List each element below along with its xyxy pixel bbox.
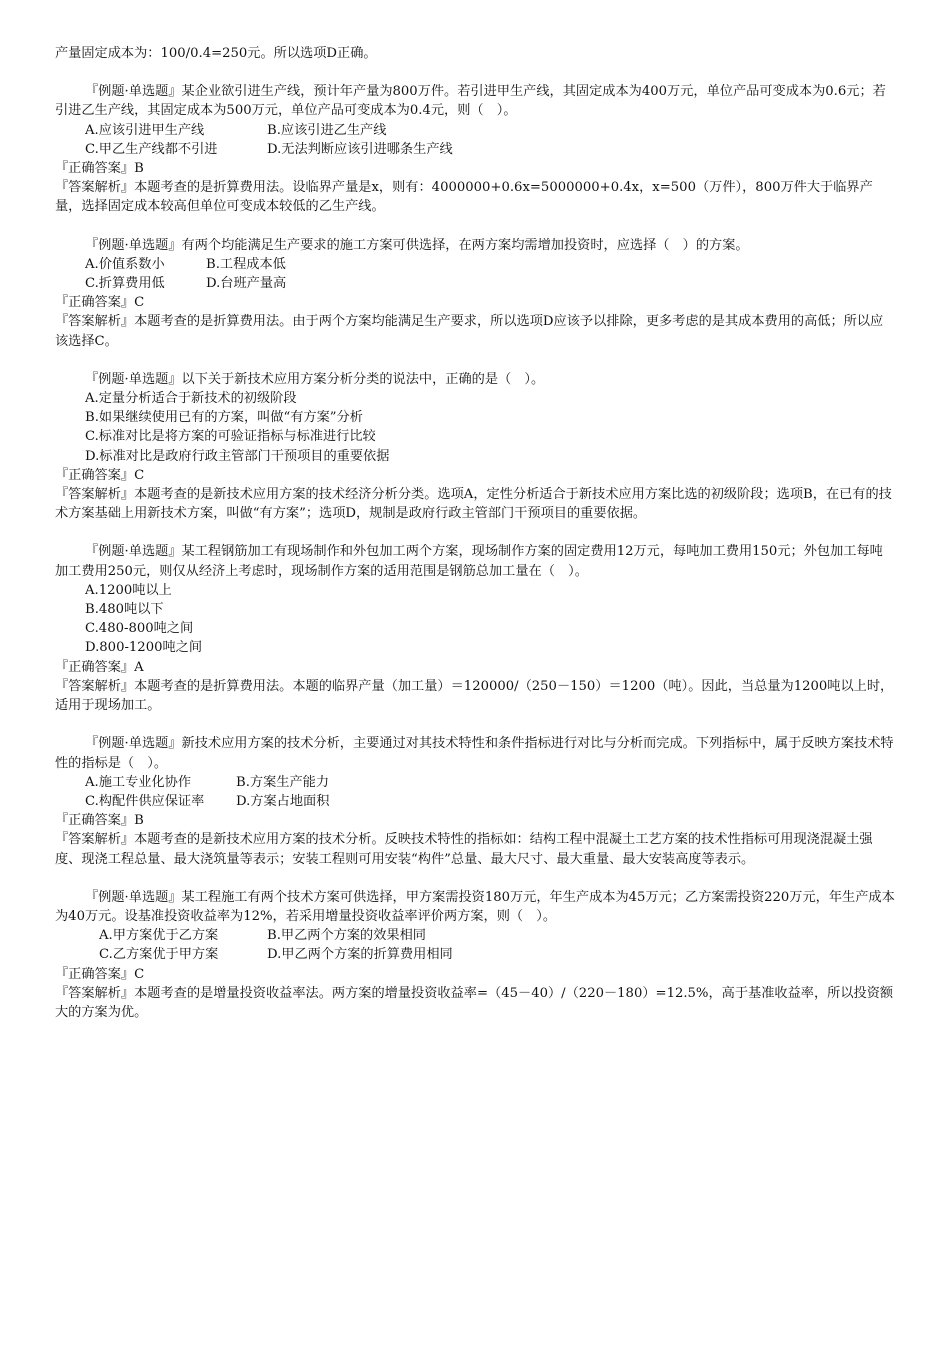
answer-analysis: 『答案解析』本题考查的是新技术应用方案的技术经济分析分类。选项A，定性分析适合于新技术应用方案比选的初级阶段；选项B，在已有的技术方案基础上用新技术方案，叫做“有方案”；选项D，规制是政府行政主管部门干预项目的重要依据。 bbox=[55, 487, 892, 522]
question-block-6 bbox=[55, 888, 895, 1022]
option-d: D.800-1200吨之间 bbox=[85, 640, 203, 656]
option-c: C.甲乙生产线都不引进 bbox=[85, 141, 218, 157]
answer-analysis: 『答案解析』本题考查的是增量投资收益率法。两方案的增量投资收益率=（45－40）/（220－180）=12.5%，高于基准收益率，所以投资额大的方案为优。 bbox=[55, 985, 894, 1020]
option-row bbox=[55, 121, 895, 140]
answer-analysis: 『答案解析』本题考查的是折算费用法。由于两个方案均能满足生产要求，所以选项D应该予以排除，更多考虑的是其成本费用的高低；所以应该选择C。 bbox=[55, 314, 884, 349]
option-a: A.定量分析适合于新技术的初级阶段 bbox=[85, 391, 297, 407]
option-d: D.标准对比是政府行政主管部门干预项目的重要依据 bbox=[85, 448, 390, 464]
correct-answer: 『正确答案』B bbox=[55, 161, 144, 177]
option-a: A.甲方案优于乙方案 bbox=[99, 928, 219, 944]
option-a: A.应该引进甲生产线 bbox=[85, 122, 205, 138]
correct-answer: 『正确答案』A bbox=[55, 659, 144, 675]
option-b: B.方案生产能力 bbox=[236, 774, 330, 790]
option-d: D.方案占地面积 bbox=[236, 793, 330, 809]
question-block-4 bbox=[55, 542, 895, 715]
document-page bbox=[55, 44, 895, 1022]
option-c: C.乙方案优于甲方案 bbox=[99, 947, 219, 963]
spacer bbox=[55, 63, 895, 82]
answer-analysis: 『答案解析』本题考查的是新技术应用方案的技术分析。反映技术特性的指标如：结构工程中混凝土工艺方案的技术性指标可用现浇混凝土强度、现浇工程总量、最大浇筑量等表示；安装工程则可用安装“构件”总量、最大尺寸、最大重量、最大安装高度等表示。 bbox=[55, 832, 873, 867]
option-d: D.台班产量高 bbox=[206, 276, 287, 292]
option-row bbox=[55, 274, 895, 293]
correct-answer: 『正确答案』C bbox=[55, 295, 145, 311]
option-row bbox=[55, 773, 895, 792]
option-b: B.480吨以下 bbox=[85, 602, 164, 618]
option-d: D.甲乙两个方案的折算费用相同 bbox=[267, 947, 453, 963]
option-a: A.施工专业化协作 bbox=[85, 774, 192, 790]
option-b: B.应该引进乙生产线 bbox=[267, 122, 387, 138]
question-block-3 bbox=[55, 370, 895, 524]
spacer bbox=[55, 351, 895, 370]
option-row bbox=[55, 140, 895, 159]
spacer bbox=[55, 869, 895, 888]
answer-analysis: 『答案解析』本题考查的是折算费用法。本题的临界产量（加工量）＝120000/（250－150）＝1200（吨）。因此，当总量为1200吨以上时，适用于现场加工。 bbox=[55, 678, 894, 714]
option-row bbox=[55, 926, 895, 945]
question-stem: 『例题·单选题』某工程钢筋加工有现场制作和外包加工两个方案，现场制作方案的固定费用12万元，每吨加工费用150元；外包加工每吨加工费用250元，则仅从经济上考虑时，现场制作方案的适用范围是钢筋总加工量在（ ）。 bbox=[55, 544, 883, 579]
option-c: C.标准对比是将方案的可验证指标与标准进行比较 bbox=[85, 429, 376, 445]
option-b: B.工程成本低 bbox=[206, 256, 286, 272]
question-stem: 『例题·单选题』以下关于新技术应用方案分析分类的说法中，正确的是（ ）。 bbox=[85, 371, 545, 387]
spacer bbox=[55, 217, 895, 236]
correct-answer: 『正确答案』B bbox=[55, 813, 144, 829]
option-row bbox=[55, 945, 895, 964]
question-block-2 bbox=[55, 236, 895, 351]
question-block-1 bbox=[55, 82, 895, 216]
spacer bbox=[55, 523, 895, 542]
question-stem: 『例题·单选题』有两个均能满足生产要求的施工方案可供选择，在两方案均需增加投资时，应选择（ ）的方案。 bbox=[85, 237, 749, 253]
option-c: C.480-800吨之间 bbox=[85, 621, 194, 637]
question-stem: 『例题·单选题』某工程施工有两个技术方案可供选择，甲方案需投资180万元，年生产成本为45万元；乙方案需投资220万元，年生产成本为40万元。设基准投资收益率为12%，若采用增量投资收益率评价两方案，则（ ）。 bbox=[55, 889, 895, 924]
question-stem: 『例题·单选题』新技术应用方案的技术分析，主要通过对其技术特性和条件指标进行对比与分析而完成。下列指标中，属于反映方案技术特性的指标是（ ）。 bbox=[55, 736, 894, 771]
option-a: A.价值系数小 bbox=[85, 256, 165, 272]
option-row bbox=[55, 792, 895, 811]
option-a: A.1200吨以上 bbox=[85, 582, 172, 598]
option-row bbox=[55, 255, 895, 274]
answer-analysis: 『答案解析』本题考查的是折算费用法。设临界产量是x，则有：4000000+0.6x=5000000+0.4x，x=500（万件），800万件大于临界产量，选择固定成本较高但单位可变成本较低的乙生产线。 bbox=[55, 180, 873, 215]
option-d: D.无法判断应该引进哪条生产线 bbox=[267, 141, 453, 157]
question-block-5 bbox=[55, 734, 895, 868]
correct-answer: 『正确答案』C bbox=[55, 467, 145, 483]
question-stem: 『例题·单选题』某企业欲引进生产线，预计年产量为800万件。若引进甲生产线，其固定成本为400万元，单位产品可变成本为0.6元；若引进乙生产线，其固定成本为500万元，单位产品可变成本为0.4元，则（ ）。 bbox=[55, 84, 886, 119]
option-b: B.如果继续使用已有的方案，叫做“有方案”分析 bbox=[85, 410, 363, 426]
option-b: B.甲乙两个方案的效果相同 bbox=[267, 928, 426, 944]
spacer bbox=[55, 715, 895, 734]
correct-answer: 『正确答案』C bbox=[55, 966, 145, 982]
intro-text: 产量固定成本为：100/0.4=250元。所以选项D正确。 bbox=[55, 46, 377, 61]
option-c: C.构配件供应保证率 bbox=[85, 793, 205, 809]
option-c: C.折算费用低 bbox=[85, 276, 165, 292]
